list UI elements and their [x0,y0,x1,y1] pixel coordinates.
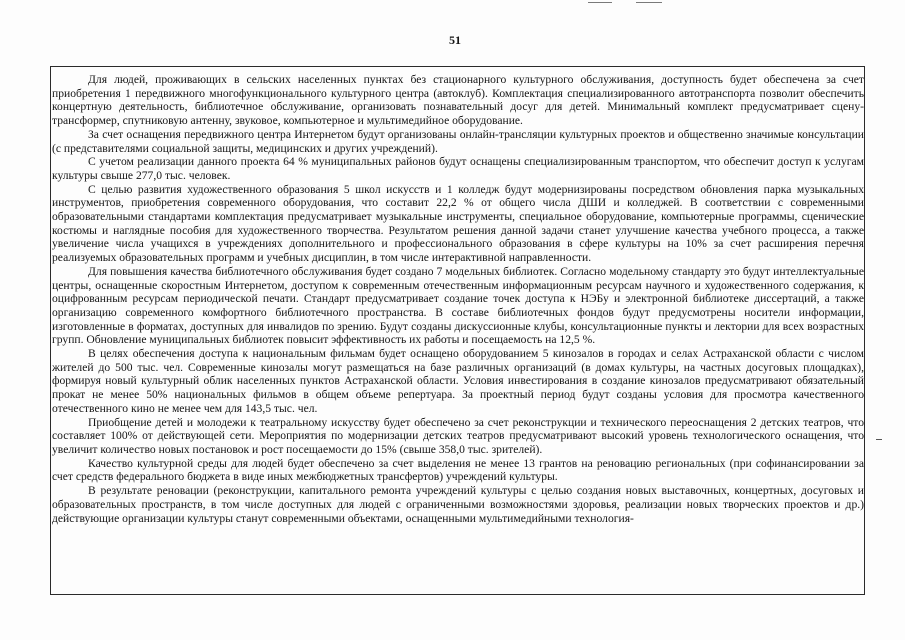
scan-mark-top [636,2,662,3]
paragraph-grants: Качество культурной среды для людей будет обеспечено за счет выделения не менее 13 грантов на реновацию региональных (при софинансировании за счет средств федерального бюджета в виде иных межбюджетных трансфертов) учреждений культуры. [52,456,864,484]
paragraph-transport: С учетом реализации данного проекта 64 % муниципальных районов будут оснащены специализированным транспортом, что обеспечит доступ к услугам культуры свыше 277,0 тыс. человек. [52,155,864,182]
paragraph-internet: За счет оснащения передвижного центра Интернетом будут организованы онлайн-трансляции культурных проектов и общественно значимые консультации (с представителями социальной защиты, медицинских и других учреждений). [52,127,864,155]
scan-mark-right [876,439,882,440]
paragraph-libraries: Для повышения качества библиотечного обслуживания будет создано 7 модельных библиотек. Согласно модельному стандарту это будут интеллектуальные центры, оснащенные скоростным Интернетом, доступом к современным отечественным информационным ресурсам научного и художественного содержания, к оцифрованным ресурсам периодической печати. Стандарт предусматривает создание точек доступа к НЭБу и электронной библиотеке диссертаций, а также организацию современного комфортного библиотечного пространства. В составе библиотечных фондов будут предусмотрены носители информации, изготовленные в форматах, доступных для инвалидов по зрению. Будут созданы дискуссионные клубы, консультационные пункты и лектории для всех возрастных групп. Обновление муниципальных библиотек повысит эффективность их работы и посещаемость на 12,5 %. [52,264,864,347]
text-frame [50,66,865,595]
paragraph-art-education: С целью развития художественного образования 5 школ искусств и 1 колледж будут модернизированы посредством обновления парка музыкальных инструментов, приобретения современного оборудования, что составит 22,2 % от общего числа ДШИ и колледжей. В соответствии с современными образовательными стандартами комплектация предусматривает музыкальные инструменты, специальное оборудование, компьютерные программы, сценические костюмы и наглядные пособия для художественного творчества. Результатом решения данной задачи станет улучшение качества учебного процесса, а также увеличение числа учащихся в учреждениях дополнительного и профессионального образования в сфере культуры на 10% за счет расширения перечня реализуемых образовательных программ и учебных дисциплин, в том числе интерактивной направленности. [52,182,864,265]
text-body [52,73,864,525]
scan-mark-top [588,2,612,3]
page-number: 51 [449,33,461,47]
paragraph-autoclub: Для людей, проживающих в сельских населенных пунктах без стационарного культурного обслуживания, доступность будет обеспечена за счет приобретения 1 передвижного многофункционального культурного центра (автоклуб). Комплектация специализированного автотранспорта позволит обеспечить концертную деятельность, библиотечное обслуживание, организовать познавательный досуг для детей. Минимальный комплект предусматривает сцену-трансформер, спутниковую антенну, звуковое, компьютерное и мультимедийное оборудование. [52,73,864,128]
paragraph-theatres: Приобщение детей и молодежи к театральному искусству будет обеспечено за счет реконструкции и технического переоснащения 2 детских театров, что составляет 100% от действующей сети. Мероприятия по модернизации детских театров предусматривают высокий уровень технологического оснащения, что увеличит количество новых постановок и рост посещаемости до 15% (свыше 358,0 тыс. зрителей). [52,415,864,456]
paragraph-renovation: В результате реновации (реконструкции, капитального ремонта учреждений культуры с целью создания новых выставочных, концертных, досуговых и образовательных пространств, в том числе доступных для людей с ограниченными возможностями здоровья, реализации новых творческих проектов и др.) действующие организации культуры станут современными объектами, оснащенными мультимедийными технология- [52,484,864,525]
paragraph-cinemas: В целях обеспечения доступа к национальным фильмам будет оснащено оборудованием 5 кинозалов в городах и селах Астраханской области с числом жителей до 500 тыс. чел. Современные кинозалы могут размещаться на базе различных организаций (в домах культуры, на частных досуговых площадках), формируя новый культурный облик населенных пунктов Астраханской области. Условия инвестирования в создание кинозалов предусматривают обязательный прокат не менее 50% национальных фильмов в общем объеме репертуара. За проектный период будут созданы условия для просмотра качественного отечественного кино не менее чем для 143,5 тыс. чел. [52,347,864,415]
